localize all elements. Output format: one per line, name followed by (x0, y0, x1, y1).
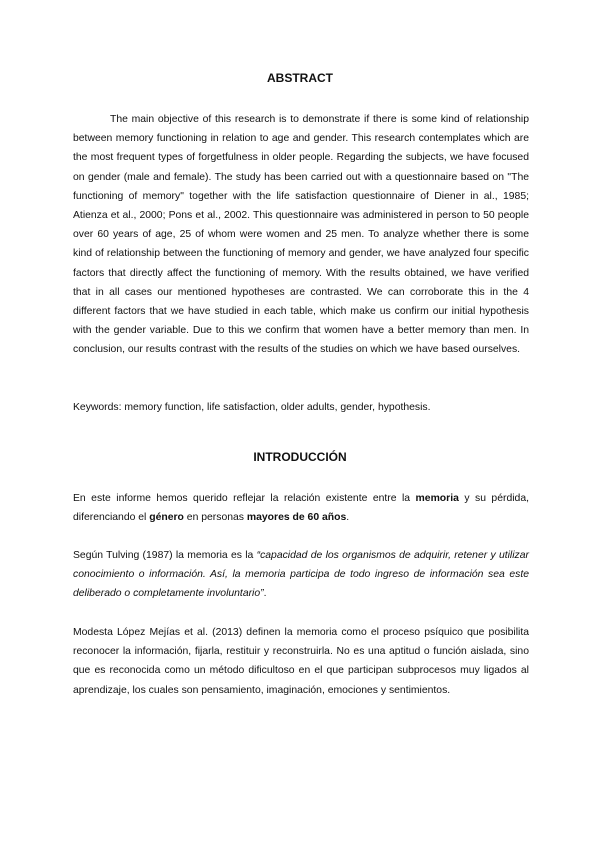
bold-memoria: memoria (415, 493, 459, 504)
introduccion-title: INTRODUCCIÓN (253, 450, 347, 464)
tulving-quote: “capacidad de los organismos de adquirir, retener y utilizar conocimiento o información. Así, la memoria participa de todo ingreso de información sea este deliberado o completamente involuntario” (73, 550, 529, 600)
bold-mayores: mayores de 60 años (246, 512, 347, 524)
keywords: Keywords: memory function, life satisfaction, older adults, gender, hypothesis. (73, 402, 431, 413)
intro-paragraph-2: Según Tulving (1987) la memoria es la “capacidad de los organismos de adquirir, retener y utilizar conocimiento o información. Así, la memoria participa de todo ingreso de información sea este deliberado o completamente involuntario”. (73, 550, 529, 600)
intro-paragraph-1: En este informe hemos querido reflejar la relación existente entre la memoria y su pérdida, diferenciando el género en personas mayores de 60 años. (73, 493, 529, 524)
intro-paragraph-3: Modesta López Mejías et al. (2013) definen la memoria como el proceso psíquico que posibilita reconocer la información, fijarla, restituir y reconstruirla. No es una aptitud o función aislada, sino que es reconocida como un método dificultoso en el que participan subprocesos muy ligados al aprendizaje, los cuales son pensamiento, imaginación, emociones y sentimientos. (73, 627, 529, 696)
abstract-body: The main objective of this research is to demonstrate if there is some kind of relationship between memory functioning in relation to age and gender. This research contemplates which are the most frequent types of forgetfulness in older people. Regarding the subjects, we have focused on gender (male and female). The study has been carried out with a questionnaire based on "The functioning of memory" together with the life satisfaction questionnaire of Diener in al., 1985; Atienza et al., 2000; Pons et al., 2002. This questionnaire was administered in person to 50 people over 60 years of age, 25 of whom were women and 25 men. To analyze whether there is some kind of relationship between the functioning of memory and gender, we have analyzed four specific factors that directly affect the functioning of memory. With the results obtained, we have verified that in all cases our mentioned hypotheses are contrasted. We can corroborate this in the 4 different factors that we have studied in each table, which make us confirm our initial hypothesis with the gender variable. Due to this we confirm that women have a better memory than men. In conclusion, our results contrast with the results of the studies on which we have based ourselves. (73, 114, 529, 356)
bold-genero: género (149, 512, 184, 524)
abstract-title: ABSTRACT (267, 71, 333, 85)
